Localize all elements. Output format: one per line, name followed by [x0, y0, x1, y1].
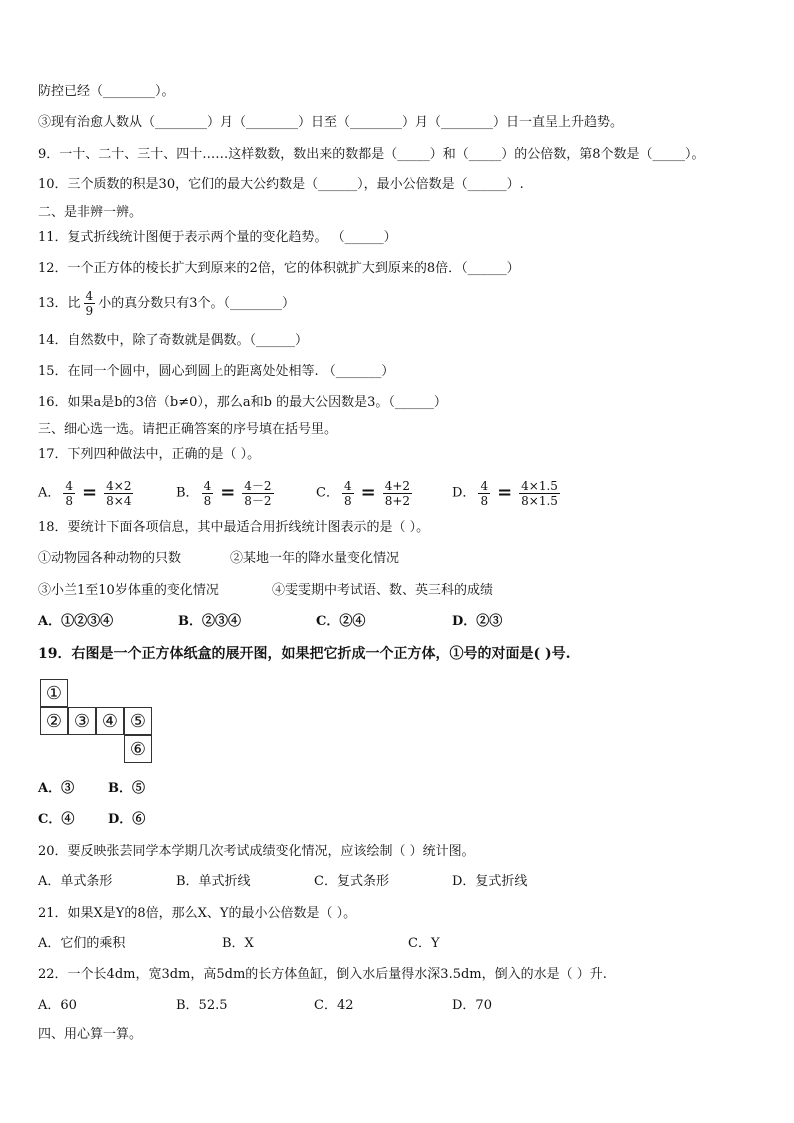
question-18-item: ④雯雯期中考试语、数、英三科的成绩 [272, 583, 494, 598]
fraction-numerator: 4 [480, 478, 489, 493]
question-18-item: ③小兰1至10岁体重的变化情况 [38, 583, 219, 598]
fraction [383, 479, 412, 508]
option-a: A．60 [38, 998, 77, 1013]
fraction [519, 479, 560, 508]
question-14: 14．自然数中，除了奇数就是偶数。（______） [38, 333, 309, 348]
question-21: 21．如果X是Y的8倍，那么X、Y的最小公倍数是（ ）。 [38, 906, 357, 921]
net-cell-2: ② [40, 707, 68, 735]
fraction-denominator: 8+2 [384, 493, 411, 508]
option-d: D．⑥ [108, 812, 146, 827]
question-18-item: ②某地一年的降水量变化情况 [230, 551, 400, 566]
fraction-numerator: 4－2 [244, 478, 272, 493]
fraction-numerator: 4 [85, 289, 94, 303]
fraction [202, 479, 214, 508]
option-b: B．②③④ [178, 614, 241, 629]
fraction-denominator: 8×4 [106, 493, 132, 508]
question-12: 12．一个正方体的棱长扩大到原来的2倍，它的体积就扩大到原来的8倍．（______） [38, 261, 520, 276]
option-letter: A． [38, 485, 61, 501]
fraction-numerator: 4×1.5 [521, 478, 558, 493]
equals-sign: = [82, 482, 98, 503]
net-cell-3: ③ [68, 707, 96, 735]
fraction-denominator: 8 [480, 493, 489, 508]
option-c: C．②④ [316, 614, 366, 629]
fraction-denominator: 8－2 [244, 493, 272, 508]
question-10: 10．三个质数的积是30，它们的最大公约数是（______），最小公倍数是（______）. [38, 177, 524, 192]
equals-sign: = [497, 482, 513, 503]
option-a: A．单式条形 [38, 874, 113, 889]
fraction-denominator: 8 [343, 493, 352, 508]
fraction [342, 479, 354, 508]
section-heading: 三、细心选一选。请把正确答案的序号填在括号里。 [38, 422, 338, 437]
question-13 [38, 287, 295, 321]
fraction [242, 479, 273, 508]
fraction-numerator: 4 [65, 478, 74, 493]
question-19: 19．右图是一个正方体纸盒的展开图，如果把它折成一个正方体，①号的对面是( )号. [38, 646, 571, 662]
section-heading: 四、用心算一算。 [38, 1027, 143, 1042]
question-9: 9．一十、二十、三十、四十……这样数数，数出来的数都是（_____）和（_____）的公倍数，第8个数是（_____）。 [38, 147, 705, 162]
fraction-numerator: 4 [203, 478, 212, 493]
option-d [452, 475, 563, 512]
section-heading: 二、是非辨一辨。 [38, 205, 143, 220]
option-c: C．复式条形 [314, 874, 389, 889]
fraction-numerator: 4 [343, 478, 352, 493]
cube-net-diagram [40, 679, 152, 763]
question-13-suffix: 小的真分数只有3个。（________） [98, 296, 295, 311]
option-b: B．X [222, 936, 254, 951]
equals-sign: = [220, 482, 236, 503]
fraction [104, 479, 133, 508]
option-d: D．70 [452, 998, 492, 1013]
fraction [63, 479, 75, 508]
question-18-item: ①动物园各种动物的只数 [38, 551, 182, 566]
option-d: D．②③ [452, 614, 503, 629]
option-letter: D． [452, 485, 476, 501]
option-a: A．①②③④ [38, 614, 114, 629]
question-15: 15．在同一个圆中，圆心到圆上的距离处处相等. （_______） [38, 364, 395, 379]
net-cell-4: ④ [96, 707, 124, 735]
fraction-denominator: 8×1.5 [521, 493, 558, 508]
option-b: B．52.5 [176, 998, 228, 1013]
option-a: A．它们的乘积 [38, 936, 126, 951]
equals-sign: = [360, 482, 376, 503]
option-b: B．单式折线 [176, 874, 251, 889]
option-c: C．④ [38, 812, 75, 827]
fraction-denominator: 8 [65, 493, 74, 508]
option-d: D．复式折线 [452, 874, 528, 889]
question-22: 22．一个长4dm，宽3dm，高5dm的长方体鱼缸，倒入水后量得水深3.5dm，倒入的水是（ ）升. [38, 967, 607, 982]
option-c: C．Y [408, 936, 440, 951]
option-letter: B． [176, 485, 199, 501]
question-20: 20．要反映张芸同学本学期几次考试成绩变化情况，应该绘制（ ）统计图。 [38, 844, 475, 859]
text-line: 防控已经（________）。 [38, 84, 175, 99]
net-cell-5: ⑤ [124, 707, 152, 735]
text-line: ③现有治愈人数从（________）月（________）日至（________）月（________）日一直呈上升趋势。 [38, 115, 624, 130]
net-cell-1: ① [40, 679, 68, 707]
option-a: A．③ [38, 781, 75, 796]
option-c [316, 475, 415, 512]
fraction [84, 289, 96, 318]
fraction [478, 479, 490, 508]
fraction-denominator: 9 [85, 304, 94, 318]
question-16: 16．如果a是b的3倍（b≠0），那么a和b 的最大公因数是3。（______） [38, 395, 447, 410]
option-c: C．42 [314, 998, 354, 1013]
question-13-prefix: 13．比 [38, 296, 81, 311]
fraction-denominator: 8 [203, 493, 212, 508]
fraction-numerator: 4+2 [384, 478, 411, 493]
net-cell-6: ⑥ [124, 735, 152, 763]
option-a [38, 475, 136, 512]
option-b: B．⑤ [108, 781, 145, 796]
question-17: 17．下列四种做法中，正确的是（ ）。 [38, 447, 261, 462]
fraction-numerator: 4×2 [106, 478, 132, 493]
question-18: 18．要统计下面各项信息，其中最适合用折线统计图表示的是（ ）。 [38, 520, 430, 535]
option-b [176, 475, 277, 512]
option-letter: C． [316, 485, 339, 501]
question-11: 11．复式折线统计图便于表示两个量的变化趋势。 （______） [38, 230, 397, 245]
